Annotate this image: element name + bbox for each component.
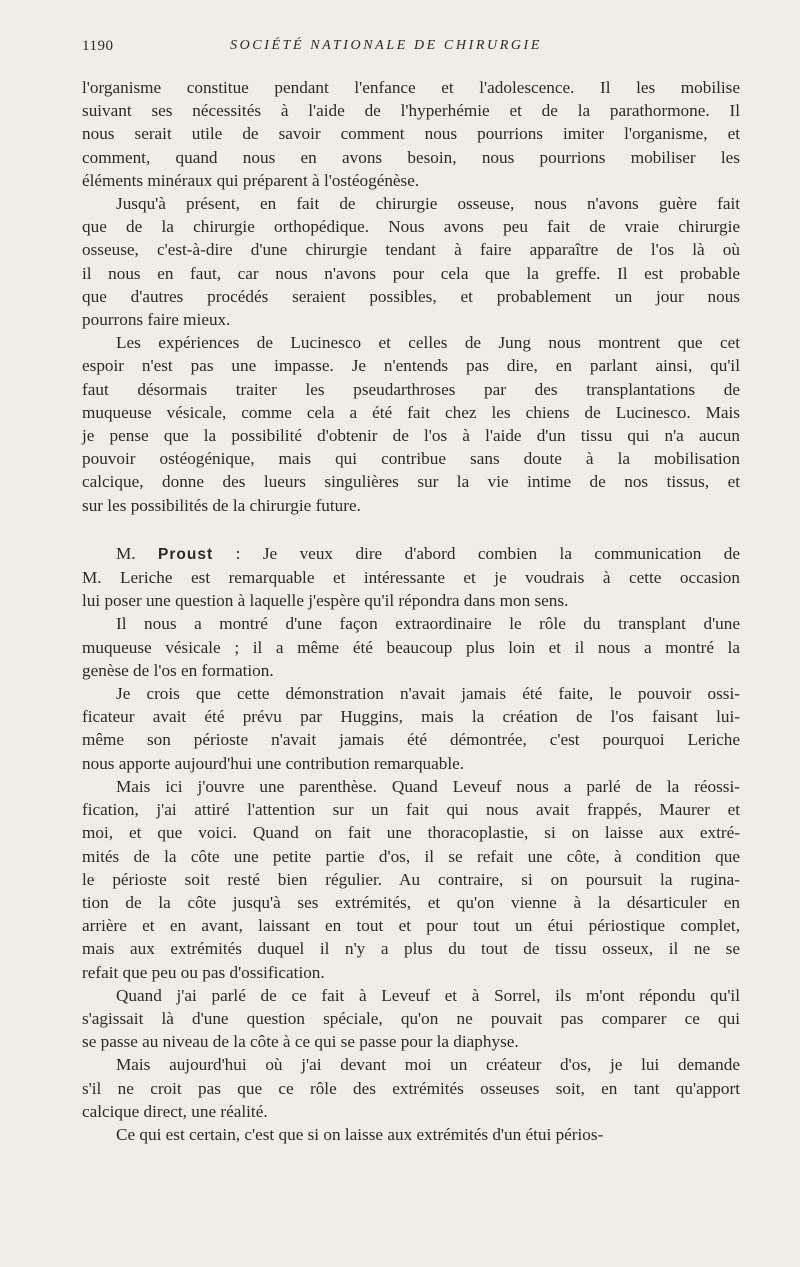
paragraph [82, 612, 740, 682]
text-line: genèse de l'os en formation. [82, 660, 274, 680]
text-line: il nous en faut, car nous n'avons pour cela que la greffe. Il est probable [82, 263, 740, 283]
text-line: se passe au niveau de la côte à ce qui se passe pour la diaphyse. [82, 1032, 519, 1052]
text-line: Mais ici j'ouvre une parenthèse. Quand Leveuf nous a parlé de la réossi- [116, 776, 740, 796]
text-line: Jusqu'à présent, en fait de chirurgie osseuse, nous n'avons guère fait [116, 194, 740, 214]
text-line: espoir n'est pas une impasse. Je n'entends pas dire, en parlant ainsi, qu'il [82, 356, 740, 376]
text-line: l'organisme constitue pendant l'enfance et l'adolescence. Il les mobilise [82, 78, 740, 97]
text-line: s'agissait là d'une question spéciale, qu'on ne pouvait pas comparer ce qui [82, 1008, 740, 1028]
text-line: nous serait utile de savoir comment nous pourrions imiter l'organisme, et [82, 124, 740, 144]
text-line: arrière et en avant, laissant en tout et pour tout un étui périostique complet, [82, 916, 740, 936]
paragraph-gap [82, 517, 740, 542]
text-line: calcique direct, une réalité. [82, 1101, 268, 1121]
text-line: éléments minéraux qui préparent à l'ostéogénèse. [82, 170, 420, 190]
running-title: SOCIÉTÉ NATIONALE DE CHIRURGIE [230, 38, 542, 53]
text-line: le périoste soit resté bien régulier. Au contraire, si on poursuit la rugina- [82, 869, 740, 889]
text-line: M. Leriche est remarquable et intéressante et je voudrais à cette occasion [82, 568, 740, 588]
text-line: Mais aujourd'hui où j'ai devant moi un créateur d'os, je lui demande [116, 1055, 740, 1075]
text-line: que d'autres procédés seraient possibles, et probablement un jour nous [82, 286, 740, 306]
text-line: faut désormais traiter les pseudarthroses par des transplantations de [82, 379, 740, 399]
paragraph [82, 542, 740, 613]
text-line: muqueuse vésicale ; il a même été beaucoup plus loin et il nous a montré la [82, 637, 740, 657]
text-line: s'il ne croit pas que ce rôle des extrémités osseuses soit, en tant qu'apport [82, 1078, 740, 1098]
text-line: tion de la côte jusqu'à ses extrémités, et qu'on vienne à la désarticuler en [82, 892, 740, 912]
text-line: Ce qui est certain, c'est que si on laisse aux extrémités d'un étui périos- [116, 1124, 604, 1144]
text-line: comment, quand nous en avons besoin, nous pourrions mobiliser les [82, 147, 740, 167]
text-line: mités de la côte une petite partie d'os, il se refait une côte, à condition que [82, 846, 740, 866]
text-line: Les expériences de Lucinesco et celles de Jung nous montrent que cet [116, 333, 740, 353]
text-line: Quand j'ai parlé de ce fait à Leveuf et à Sorrel, ils m'ont répondu qu'il [116, 985, 740, 1005]
text-line: je pense que la possibilité d'obtenir de l'os à l'aide d'un tissu qui n'a aucun [82, 426, 740, 446]
paragraph [82, 682, 740, 775]
text-line: lui poser une question à laquelle j'espère qu'il répondra dans mon sens. [82, 591, 569, 611]
paragraph [82, 984, 740, 1054]
paragraph [82, 775, 740, 984]
text-line: refait que peu ou pas d'ossification. [82, 962, 325, 982]
text-line: osseuse, c'est-à-dire d'une chirurgie tendant à faire apparaître de l'os là où [82, 240, 740, 260]
page-header [82, 38, 742, 62]
text-line: Il nous a montré d'une façon extraordinaire le rôle du transplant d'une [116, 614, 740, 634]
text-line: sur les possibilités de la chirurgie future. [82, 495, 361, 515]
paragraph [82, 1123, 740, 1146]
text-line: pouvoir ostéogénique, mais qui contribue sans doute à la mobilisation [82, 449, 740, 469]
text-line: fication, j'ai attiré l'attention sur un fait qui nous avait frappés, Maurer et [82, 800, 740, 820]
paragraph [82, 192, 740, 331]
text-line: moi, et que voici. Quand on fait une thoracoplastie, si on laisse aux extré- [82, 823, 740, 843]
text-line: M. Proust : Je veux dire d'abord combien la communication de [116, 543, 740, 563]
text-line: ficateur avait été prévu par Huggins, mais la création de l'os faisant lui- [82, 707, 740, 727]
text-line: suivant ses nécessités à l'aide de l'hyperhémie et de la parathormone. Il [82, 101, 740, 121]
text-line: nous apporte aujourd'hui une contribution remarquable. [82, 753, 465, 773]
text-line: Je crois que cette démonstration n'avait jamais été faite, le pouvoir ossi- [116, 684, 740, 704]
text-line: même son périoste n'avait jamais été démontrée, c'est pourquoi Leriche [82, 730, 740, 750]
paragraph [82, 331, 740, 517]
text-line: pourrons faire mieux. [82, 310, 231, 330]
page-number: 1190 [82, 38, 114, 54]
text-line: que de la chirurgie orthopédique. Nous avons peu fait de vraie chirurgie [82, 217, 740, 237]
speaker-name: Proust [158, 545, 214, 563]
text-line: mais aux extrémités duquel il n'y a plus du tout de tissu osseux, il ne se [82, 939, 740, 959]
text-line: calcique, donne des lueurs singulières sur la vie intime de nos tissus, et [82, 472, 740, 492]
paragraph [82, 1053, 740, 1123]
body-text [82, 76, 740, 1146]
paragraph [82, 76, 740, 192]
text-line: muqueuse vésicale, comme cela a été fait chez les chiens de Lucinesco. Mais [82, 402, 740, 422]
